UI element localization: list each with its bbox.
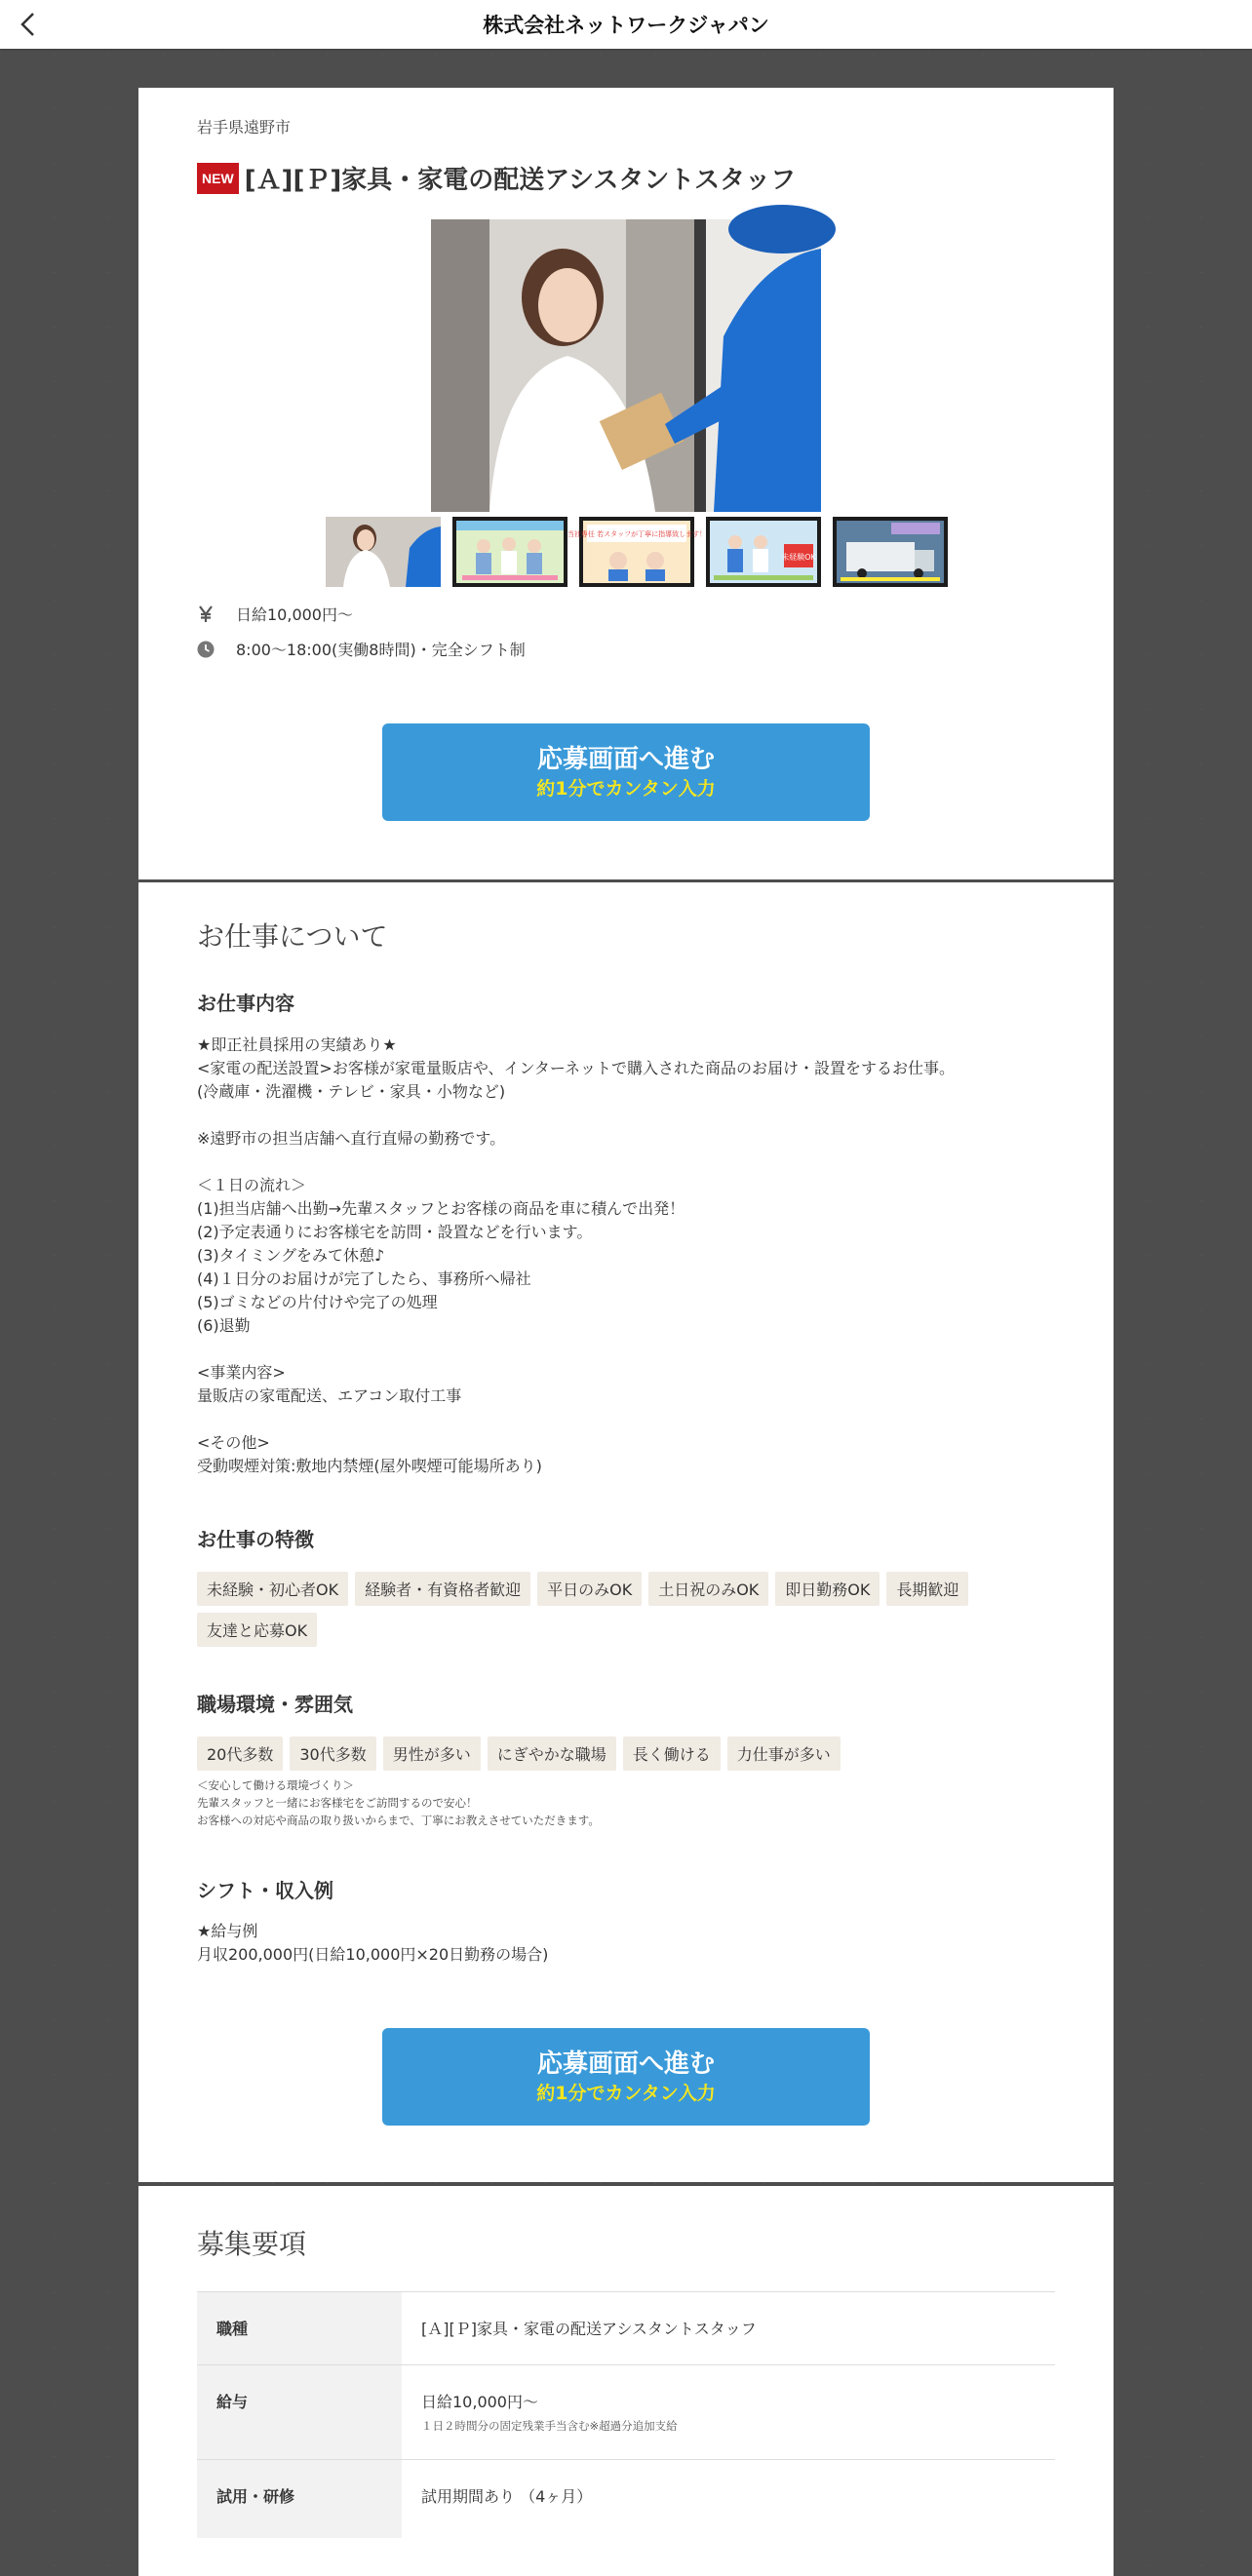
top-bar xyxy=(0,0,1252,49)
row-value-note: １日２時間分の固定残業手当含む※超過分追加支給 xyxy=(421,2419,678,2433)
feature-tag: 平日のみOK xyxy=(537,1572,642,1606)
photo-thumbnails xyxy=(326,517,959,587)
environment-tag: 30代多数 xyxy=(290,1737,375,1771)
job-summary-card xyxy=(138,88,1114,879)
hours-text: 8:00～18:00(実働8時間)・完全シフト制 xyxy=(236,641,526,659)
job-title-row xyxy=(197,160,796,196)
feature-tags xyxy=(197,1572,1055,1654)
about-heading: お仕事について xyxy=(197,920,388,953)
salary-row xyxy=(197,603,353,625)
hours-row xyxy=(197,638,526,660)
row-label: 試用・研修 xyxy=(197,2460,402,2538)
apply-button-top[interactable] xyxy=(382,723,870,821)
job-content-title: お仕事内容 xyxy=(197,992,294,1015)
row-label: 職種 xyxy=(197,2292,402,2365)
environment-tag: 長く働ける xyxy=(623,1737,721,1771)
feature-tag: 長期歓迎 xyxy=(886,1572,968,1606)
new-badge: NEW xyxy=(197,163,239,194)
row-value xyxy=(402,2460,1055,2538)
job-title: [Ａ][Ｐ]家具・家電の配送アシスタントスタッフ xyxy=(244,166,797,195)
environment-tags xyxy=(197,1737,1055,1777)
environment-title: 職場環境・雰囲気 xyxy=(197,1693,353,1716)
feature-tag: 友達と応募OK xyxy=(197,1613,317,1647)
environment-tag: 男性が多い xyxy=(383,1737,481,1771)
requirements-row xyxy=(197,2460,1055,2538)
clock-icon xyxy=(197,641,215,658)
shift-title: シフト・収入例 xyxy=(197,1879,333,1902)
apply-button-bottom[interactable] xyxy=(382,2028,870,2126)
row-value-text: 試用期間あり （4ヶ月） xyxy=(421,2487,593,2506)
shift-text: ★給与例 月収200,000円(日給10,000円×20日勤務の場合) xyxy=(197,1922,549,1964)
thumbnail-2[interactable] xyxy=(452,517,567,587)
requirements-card xyxy=(138,2186,1114,2576)
job-location: 岩手県遠野市 xyxy=(197,118,292,137)
row-value xyxy=(402,2365,1055,2460)
job-about-card xyxy=(138,882,1114,2182)
row-value-text: 日給10,000円〜 xyxy=(421,2393,538,2411)
thumbnail-5[interactable] xyxy=(833,517,948,587)
row-value-text: [Ａ][Ｐ]家具・家電の配送アシスタントスタッフ xyxy=(421,2320,757,2338)
yen-icon xyxy=(197,605,215,623)
apply-button-label: 応募画面へ進む xyxy=(536,2049,715,2079)
environment-note: ＜安心して働ける環境づくり＞ 先輩スタッフと一緒にお客様宅をご訪問するので安心！ お客様への対応や商品の取り扱いからまで、丁寧にお教えさせていただきます。 xyxy=(197,1778,600,1827)
requirements-row xyxy=(197,2365,1055,2460)
apply-button-label: 応募画面へ進む xyxy=(536,744,715,774)
feature-tag: 土日祝のみOK xyxy=(648,1572,768,1606)
main-job-photo xyxy=(431,219,821,512)
row-label: 給与 xyxy=(197,2365,402,2460)
feature-tag: 未経験・初心者OK xyxy=(197,1572,348,1606)
job-content-text: ★即正社員採用の実績あり★ <家電の配送設置>お客様が家電量販店や、インターネットで購入された商品のお届け・設置をするお仕事。 (冷蔵庫・洗濯機・テレビ・家具・小物など) ※遠野市の担当店舗へ直行直帰の勤務です。 ＜１日の流れ＞ (1)担当店舗へ出勤→先輩スタッフとお客様の商品を車に積んで出発！ (2)予定表通りにお客様宅を訪問・設置などを行います。 (3)タイミングをみて休憩♪ (4)１日分のお届けが完了したら、事務所へ帰社 (5)ゴミなどの片付けや完了の処理 (6)退勤 <事業内容> 量販店の家電配送、エアコン取付工事 <その他> 受動喫煙対策:敷地内禁煙(屋外喫煙可能場所あり) xyxy=(197,1035,956,1475)
thumbnail-1[interactable] xyxy=(326,517,441,587)
company-title: 株式会社ネットワークジャパン xyxy=(483,14,769,37)
thumbnail-4-banner: 未経験OK xyxy=(781,553,816,562)
row-value xyxy=(402,2292,1055,2365)
environment-tag: にぎやかな職場 xyxy=(488,1737,616,1771)
requirements-row xyxy=(197,2292,1055,2365)
back-chevron-icon[interactable] xyxy=(14,9,45,40)
requirements-table xyxy=(197,2291,1055,2538)
feature-tag: 経験者・有資格者歓迎 xyxy=(355,1572,530,1606)
apply-button-sublabel: 約1分でカンタン入力 xyxy=(536,777,716,800)
thumbnail-3-banner: 当社専任 若スタッフが丁寧に指導致します！ xyxy=(567,530,707,538)
environment-tag: 力仕事が多い xyxy=(727,1737,841,1771)
apply-button-sublabel: 約1分でカンタン入力 xyxy=(536,2082,716,2104)
environment-tag: 20代多数 xyxy=(197,1737,283,1771)
requirements-heading: 募集要項 xyxy=(197,2228,307,2260)
thumbnail-4[interactable] xyxy=(706,517,821,587)
salary-text: 日給10,000円〜 xyxy=(236,605,353,624)
feature-tag: 即日勤務OK xyxy=(775,1572,880,1606)
features-title: お仕事の特徴 xyxy=(197,1528,314,1551)
thumbnail-3[interactable] xyxy=(567,517,707,587)
